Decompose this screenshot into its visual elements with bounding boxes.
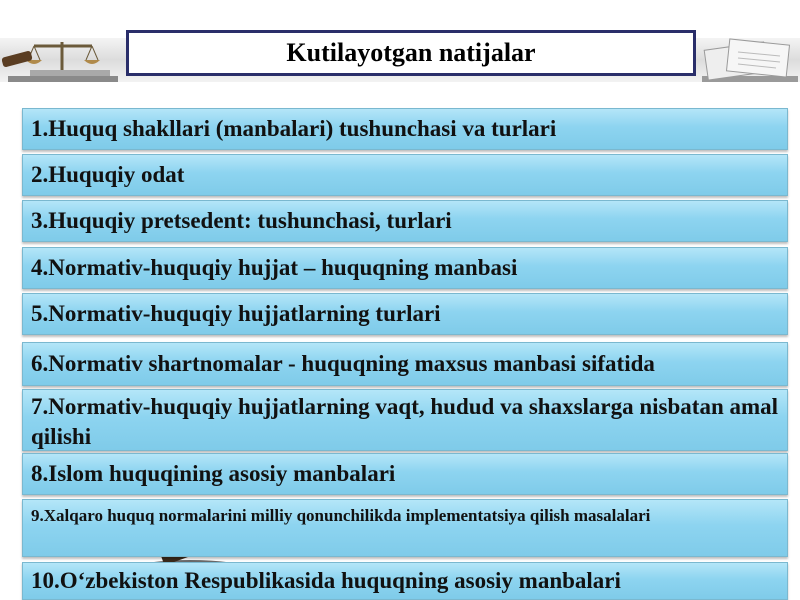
list-item-text: 2.Huquqiy odat [31, 162, 185, 187]
list-item [22, 562, 788, 600]
list-item [22, 154, 788, 196]
list-item [22, 342, 788, 386]
list-item-text: 1.Huquq shakllari (manbalari) tushunchasi va turlari [31, 116, 557, 141]
list-item [22, 499, 788, 557]
list-item [22, 453, 788, 495]
list-item [22, 108, 788, 150]
list-item-text: 10.O‘zbekiston Respublikasida huquqning asosiy manbalari [31, 568, 621, 593]
papers-icon [698, 36, 800, 86]
list-item-text: 7.Normativ-huquqiy hujjatlarning vaqt, hudud va shaxslarga nisbatan amal qilishi [31, 394, 779, 449]
list-item-text: 8.Islom huquqining asosiy manbalari [31, 461, 396, 486]
list-item-text: 3.Huquqiy pretsedent: tushunchasi, turlari [31, 208, 452, 233]
list-item [22, 293, 788, 335]
list-item [22, 200, 788, 242]
list-item [22, 389, 788, 451]
title-box [126, 30, 696, 76]
scales-of-justice-icon [0, 36, 126, 86]
list-item-text: 5.Normativ-huquqiy hujjatlarning turlari [31, 301, 441, 326]
list-item-text: 4.Normativ-huquqiy hujjat – huquqning manbasi [31, 255, 518, 280]
list-item [22, 247, 788, 289]
page-title: Kutilayotgan natijalar [286, 38, 536, 67]
list-item-text: 9.Xalqaro huquq normalarini milliy qonunchilikda implementatsiya qilish masalalari [31, 506, 651, 525]
list-item-text: 6.Normativ shartnomalar - huquqning maxsus manbasi sifatida [31, 351, 655, 376]
